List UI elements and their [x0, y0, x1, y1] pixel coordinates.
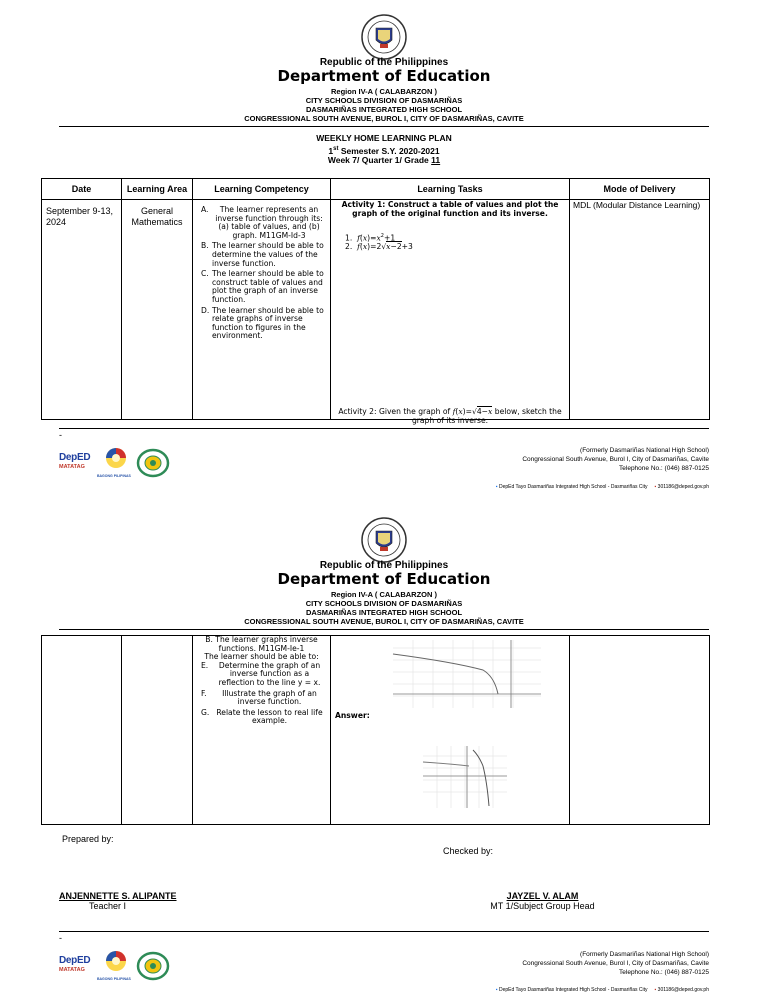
answer-graph [423, 746, 507, 808]
activity1-title: Activity 1: Construct a table of values and plot the graph of the original function and its inverse. [341, 200, 559, 218]
footer-address: Congressional South Avenue, Burol I, City of Dasmariñas, Cavite [522, 456, 709, 463]
header-learning-tasks: Learning Tasks [331, 179, 570, 200]
answer-label: Answer: [335, 711, 370, 720]
school-seal-icon [136, 448, 170, 478]
learning-plan-table-continued [41, 635, 710, 825]
footer-formerly: (Formerly Dasmariñas National High School) [580, 951, 709, 958]
header-learning-competency: Learning Competency [193, 179, 331, 200]
deped-matatag-logo [59, 955, 90, 973]
checker-name: JAYZEL V. ALAM [506, 891, 579, 901]
learning-tasks-cell [331, 636, 570, 825]
facebook-icon: ▪ [495, 484, 498, 490]
date-cell [42, 200, 122, 420]
header-learning-area: Learning Area [122, 179, 193, 200]
competency-cell [193, 200, 331, 420]
footer-address: Congressional South Avenue, Burol I, City of Dasmariñas, Cavite [522, 960, 709, 967]
header-school: DASMARIÑAS INTEGRATED HIGH SCHOOL [305, 105, 463, 114]
header-republic: Republic of the Philippines [319, 57, 449, 68]
mode-cell [570, 636, 710, 825]
header-mode-of-delivery: Mode of Delivery [570, 179, 710, 200]
activity2-text: Activity 2: Given the graph of f(x)=√4−x below, sketch the graph of its inverse. [338, 407, 562, 425]
competency-item: C. The learner should be able to construct table of values and plot the graph of an inverse function. [201, 269, 324, 304]
checker-title: MT 1/Subject Group Head [490, 901, 595, 911]
footer-email: 301186@deped.gov.ph [657, 484, 709, 490]
learning-area-cell [122, 200, 193, 420]
mode-value: MDL (Modular Distance Learning) [573, 200, 701, 210]
footer-telephone: Telephone No.: (046) 887-0125 [619, 465, 709, 472]
header-department: Department of Education [277, 570, 491, 588]
footer-telephone: Telephone No.: (046) 887-0125 [619, 969, 709, 976]
header-department: Department of Education [277, 67, 491, 85]
learning-area-value: General Mathematics [131, 206, 183, 227]
plan-title: WEEKLY HOME LEARNING PLAN [316, 133, 452, 143]
checked-by-label: Checked by: [443, 846, 494, 856]
bagong-pilipinas-text: BAGONG PILIPINAS [97, 474, 131, 478]
date-value: September 9-13, 2024 [46, 206, 114, 227]
competency-cell [193, 636, 331, 825]
header-division: CITY SCHOOLS DIVISION OF DASMARIÑAS [305, 96, 463, 105]
header-address: CONGRESSIONAL SOUTH AVENUE, BUROL I, CITY OF DASMARIÑAS, CAVITE [244, 114, 524, 123]
bagong-pilipinas-text: BAGONG PILIPINAS [97, 977, 131, 981]
school-seal-icon [136, 951, 170, 981]
matatag-text: MATATAG [59, 464, 85, 470]
competency-p2-intro: The learner should be able to: [204, 652, 319, 662]
preparer-title: Teacher I [89, 901, 127, 911]
header-school: DASMARIÑAS INTEGRATED HIGH SCHOOL [305, 608, 463, 617]
competency-list [193, 662, 330, 726]
checker-signature [440, 891, 645, 911]
email-icon: ▪ [654, 987, 657, 993]
competency-item: F. Illustrate the graph of an inverse function. [201, 688, 317, 707]
facebook-icon: ▪ [495, 987, 498, 993]
preparer-signature [59, 891, 249, 911]
footer-contact [496, 484, 709, 490]
footer-dash: - [59, 933, 62, 943]
footer-formerly: (Formerly Dasmariñas National High School) [580, 447, 709, 454]
header-region: Region IV-A ( CALABARZON ) [331, 87, 437, 96]
header-republic: Republic of the Philippines [319, 560, 449, 571]
footer-contact [496, 987, 709, 993]
plan-semester: 1st Semester S.Y. 2020-2021 [328, 145, 440, 156]
competency-item: G. Relate the lesson to real life example. [201, 707, 323, 726]
preparer-name: ANJENNETTE S. ALIPANTE [59, 891, 177, 901]
email-icon: ▪ [654, 484, 657, 490]
bagong-pilipinas-logo-icon [101, 949, 131, 979]
competency-item: D. The learner should be able to relate graphs of inverse function to figures in the environment. [201, 305, 324, 341]
footer-divider [59, 931, 709, 932]
footer-address-block [522, 446, 709, 473]
deped-logo-text: DepED [59, 452, 91, 463]
footer-address-block [522, 950, 709, 977]
competency-item: B. The learner should be able to determine the values of the inverse function. [201, 241, 324, 268]
bagong-pilipinas-logo-icon [101, 446, 131, 476]
activity1-item-2: 2. f(x)=2√x−2+3 [345, 242, 413, 251]
matatag-text: MATATAG [59, 967, 85, 973]
header-address: CONGRESSIONAL SOUTH AVENUE, BUROL I, CITY OF DASMARIÑAS, CAVITE [244, 617, 524, 626]
footer-dash: - [59, 430, 62, 440]
deped-logo-text: DepED [59, 955, 91, 966]
mode-cell [570, 200, 710, 420]
deped-seal-icon [361, 14, 407, 60]
header-division: CITY SCHOOLS DIVISION OF DASMARIÑAS [305, 599, 463, 608]
footer-email: 301186@deped.gov.ph [657, 987, 709, 993]
footer-facebook: DepEd Tayo Dasmariñas Integrated High School - Dasmariñas City [498, 987, 648, 993]
date-cell [42, 636, 122, 825]
header-divider [59, 629, 709, 630]
plan-week: Week 7/ Quarter 1/ Grade 11 [327, 155, 441, 165]
competency-list [193, 200, 330, 341]
footer-facebook: DepEd Tayo Dasmariñas Integrated High School - Dasmariñas City [498, 484, 648, 490]
learning-area-cell [122, 636, 193, 825]
competency-item: E. Determine the graph of an inverse function as a reflection to the line y = x. [201, 660, 321, 687]
deped-matatag-logo [59, 452, 90, 470]
prepared-by-label: Prepared by: [62, 834, 114, 844]
learning-tasks-cell [331, 200, 570, 425]
learning-plan-table [41, 178, 710, 425]
header-divider [59, 126, 709, 127]
activity1-item-1: 1. $f(x)=x^2+1$ [345, 233, 396, 243]
given-graph [393, 640, 541, 708]
header-date: Date [42, 179, 122, 200]
footer-divider [59, 428, 709, 429]
competency-item: A. The learner represents an inverse function through its: (a) table of values, and (b) graph. M11GM-Id-3 [201, 205, 323, 240]
header-region: Region IV-A ( CALABARZON ) [331, 590, 437, 599]
deped-seal-icon [361, 517, 407, 563]
competency-p2-first: B. The learner graphs inverse functions. M11GM-Ie-1 [205, 635, 318, 653]
